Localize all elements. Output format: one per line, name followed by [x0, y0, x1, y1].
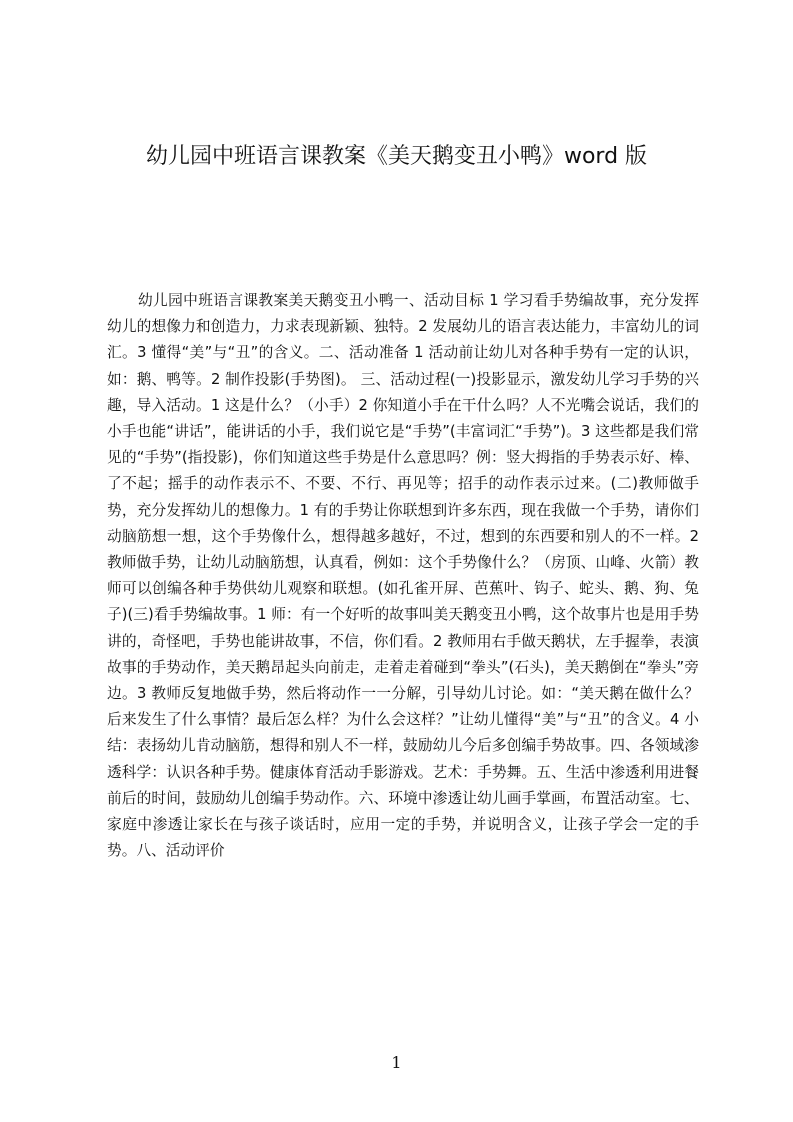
page-number: 1 [391, 1053, 402, 1072]
document-title: 幼儿园中班语言课教案《美天鹅变丑小鸭》word 版 [145, 144, 648, 169]
lesson-plan-body: 幼儿园中班语言课教案美天鹅变丑小鸭一、活动目标 1 学习看手势编故事，充分发挥幼儿的想像力和创造力，力求表现新颖、独特。2 发展幼儿的语言表达能力，丰富幼儿的词汇。3 懂得“美”与“丑”的含义。二、活动准备 1 活动前让幼儿对各种手势有一定的认识，如：鹅、鸭等。2 制作投影(手势图)。 三、活动过程(一)投影显示，激发幼儿学习手势的兴趣，导入活动。1 这是什么？（小手）2 你知道小手在干什么吗？人不光嘴会说话，我们的小手也能“讲话”，能讲话的小手，我们说它是“手势”(丰富词汇“手势”)。3 这些都是我们常见的“手势”(指投影)，你们知道这些手势是什么意思吗？例：竖大拇指的手势表示好、棒、了不起；摇手的动作表示不、不要、不行、再见等；招手的动作表示过来。(二)教师做手势，充分发挥幼儿的想像力。1 有的手势让你联想到许多东西，现在我做一个手势，请你们动脑筋想一想，这个手势像什么，想得越多越好，不过，想到的东西要和别人的不一样。2 教师做手势，让幼儿动脑筋想，认真看，例如：这个手势像什么？（房顶、山峰、火箭）教师可以创编各种手势供幼儿观察和联想。(如孔雀开屏、芭蕉叶、钩子、蛇头、鹅、狗、兔子)(三)看手势编故事。1 师：有一个好听的故事叫美天鹅变丑小鸭，这个故事片也是用手势讲的，奇怪吧，手势也能讲故事，不信，你们看。2 教师用右手做天鹅状，左手握拳，表演故事的手势动作，美天鹅昂起头向前走，走着走着碰到“拳头”(石头)，美天鹅倒在“拳头”旁边。3 教师反复地做手势，然后将动作一一分解，引导幼儿讨论。如：“美天鹅在做什么？后来发生了什么事情？最后怎么样？为什么会这样？”让幼儿懂得“美”与“丑”的含义。4 小结：表扬幼儿肯动脑筋，想得和别人不一样，鼓励幼儿今后多创编手势故事。四、各领域渗透科学：认识各种手势。健康体育活动手影游戏。艺术：手势舞。五、生活中渗透利用进餐前后的时间，鼓励幼儿创编手势动作。六、环境中渗透让幼儿画手掌画，布置活动室。七、家庭中渗透让家长在与孩子谈话时，应用一定的手势，并说明含义，让孩子学会一定的手势。八、活动评价 [107, 292, 699, 860]
